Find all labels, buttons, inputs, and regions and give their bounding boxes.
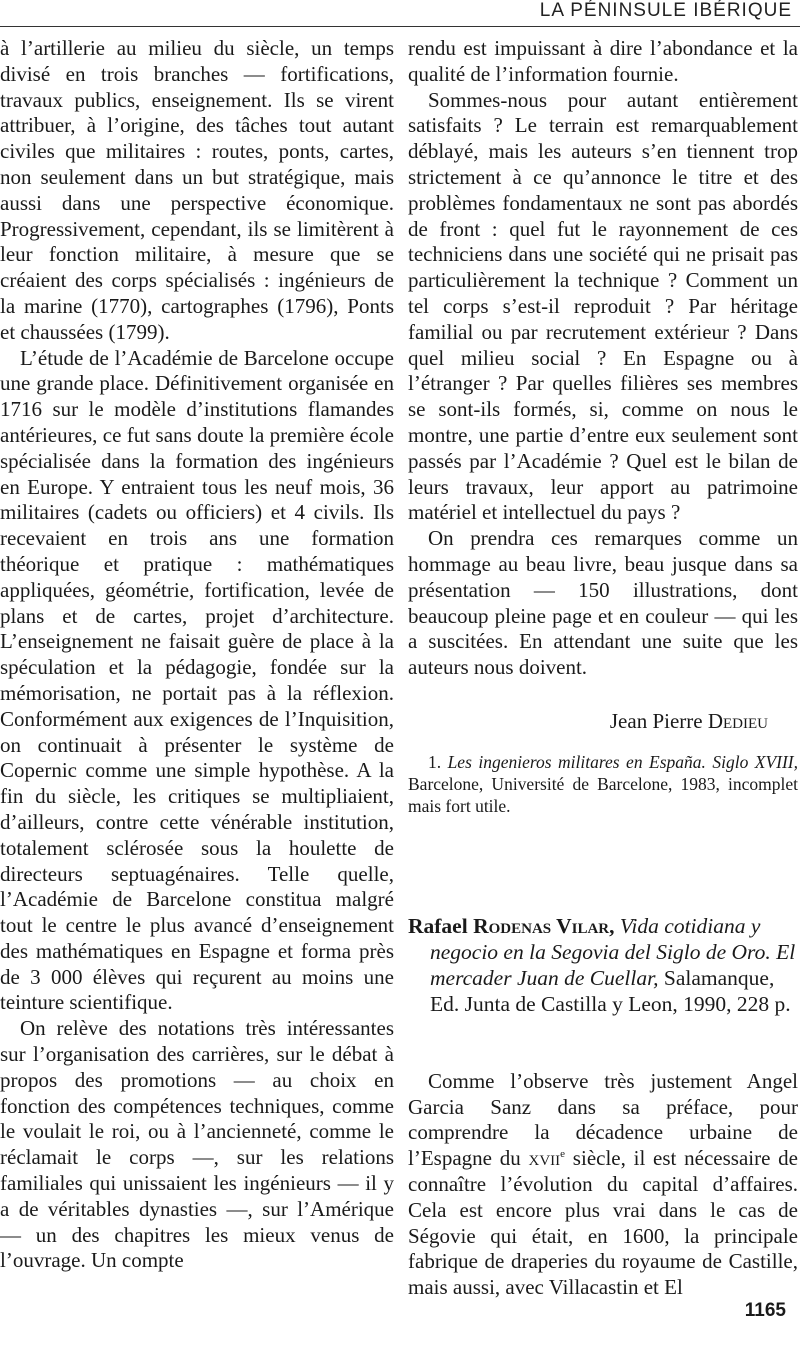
footnote bbox=[408, 751, 798, 817]
review-publication: Salamanque, Ed. Junta de Castilla y Leon, 1990, 228 p. bbox=[430, 965, 791, 1016]
footnote-details: Barcelone, Université de Barcelone, 1983, incomplet mais fort utile. bbox=[408, 773, 798, 816]
footnote-number: 1. bbox=[428, 751, 442, 772]
review-signature bbox=[408, 709, 798, 735]
left-column bbox=[0, 36, 394, 1274]
right-paragraph-3: On prendra ces remarques comme un hommage au beau livre, beau jusque dans sa présentation — 150 illustrations, dont beaucoup pleine page et en couleur — qui les a suscitées. En attendant une suite que les auteurs nous doivent. bbox=[408, 526, 798, 680]
signature-first-name: Jean Pierre bbox=[609, 708, 708, 733]
right-paragraph-1: rendu est impuissant à dire l’abondance et la qualité de l’information fournie. bbox=[408, 36, 798, 86]
right-column bbox=[408, 36, 798, 1301]
left-paragraph-2: L’étude de l’Académie de Barcelone occupe une grande place. Définitivement organisée en 1716 sur le modèle d’institutions flamandes antérieures, ce fut sans doute la première école spécialisée dans la formation des ingénieurs en Europe. Y entraient tous les neuf mois, 36 militaires (cadets ou officiers) et 4 civils. Ils recevaient en trois ans une formation théorique et pratique : mathématiques appliquées, géométrie, fortification, levée de plans et de cartes, projet d’architecture. L’enseignement ne faisait guère de place à la spéculation et la pédagogie, fondée sur la mémorisation, ne portait pas à la réflexion. Conformément aux exigences de l’Inquisition, on continuait à présenter le système de Copernic comme une simple hypothèse. A la fin du siècle, les critiques se multipliaient, d’ailleurs, contre cette vénérable institution, totalement sclérosée sous la houlette de directeurs septuagénaires. Telle quelle, l’Académie de Barcelone constitua malgré tout le centre le plus avancé d’enseignement des mathématiques en Espagne et forma près de 3 000 élèves qui reçurent au moins une teinture scientifique. bbox=[0, 345, 394, 1015]
page-number: 1165 bbox=[744, 1300, 786, 1321]
review-body-paragraph bbox=[408, 1069, 798, 1301]
century-superscript: e bbox=[560, 1148, 566, 1161]
footnote-book-title: Les ingenieros militares en España. Siglo XVIII, bbox=[447, 751, 799, 772]
header-rule bbox=[0, 26, 800, 27]
review-body-start: Comme l’observe très justement Angel Garcia Sanz dans sa préface, pour comprendre la décadence urbaine de l’Espagne du bbox=[408, 1068, 798, 1171]
left-paragraph-3: On relève des notations très intéressantes sur l’organisation des carrières, sur le débat à propos des promotions — au choix en fonction des compétences techniques, comme le voulait le roi, ou à l’ancienneté, comme le réclamait le corps —, sur les relations familiales qui unissaient les ingénieurs — il y a de véritables dynasties —, sur l’Amérique — un des chapitres les mieux venus de l’ouvrage. Un compte bbox=[0, 1016, 394, 1273]
century-numeral: xvii bbox=[528, 1146, 561, 1171]
review-book-title: Vida cotidiana y negocio en la Segovia del Siglo de Oro. El mercader Juan de Cuellar, bbox=[430, 913, 796, 990]
signature-last-name: Dedieu bbox=[707, 708, 768, 733]
review-author-last-name: Rodenas Vilar, bbox=[473, 913, 615, 938]
review-body-end: siècle, il est nécessaire de connaître l’évolution du capital d’affaires. Cela est encore plus vrai dans le cas de Ségovie qui était, en 1600, la principale fabrique de draperies du royaume de Castille, mais aussi, avec Villacastin et El bbox=[408, 1146, 798, 1300]
review-author-first-name: Rafael bbox=[408, 913, 474, 938]
left-paragraph-1: à l’artillerie au milieu du siècle, un temps divisé en trois branches — fortifications, travaux publics, enseignement. Ils se virent attribuer, à l’origine, des tâches tout autant civiles que militaires : routes, ponts, cartes, non seulement dans un but stratégique, mais aussi dans une perspective économique. Progressivement, cependant, ils se limitèrent à leur fonction militaire, à mesure que se créaient des corps spécialisés : ingénieurs de la marine (1770), cartographes (1796), Ponts et chaussées (1799). bbox=[0, 36, 394, 344]
review-heading bbox=[408, 913, 798, 1017]
running-title: LA PÉNINSULE IBÉRIQUE bbox=[539, 0, 792, 21]
right-paragraph-2: Sommes-nous pour autant entièrement satisfaits ? Le terrain est remarquablement déblayé, mais les auteurs s’en tiennent trop strictement à ce qu’annonce le titre et des problèmes fondamentaux ne sont pas abordés de front : quel fut le rayonnement de ces techniciens dans une société qui ne prisait pas particulièrement la technique ? Comment un tel corps s’est-il reproduit ? Par héritage familial ou par recrutement extérieur ? Dans quel milieu social ? En Espagne ou à l’étranger ? Par quelles filières ses membres se sont-ils formés, si, comme on nous le montre, une partie d’entre eux seulement sont passés par l’Académie ? Quel est le bilan de leurs travaux, leur apport au patrimoine matériel et intellectuel du pays ? bbox=[408, 87, 798, 525]
